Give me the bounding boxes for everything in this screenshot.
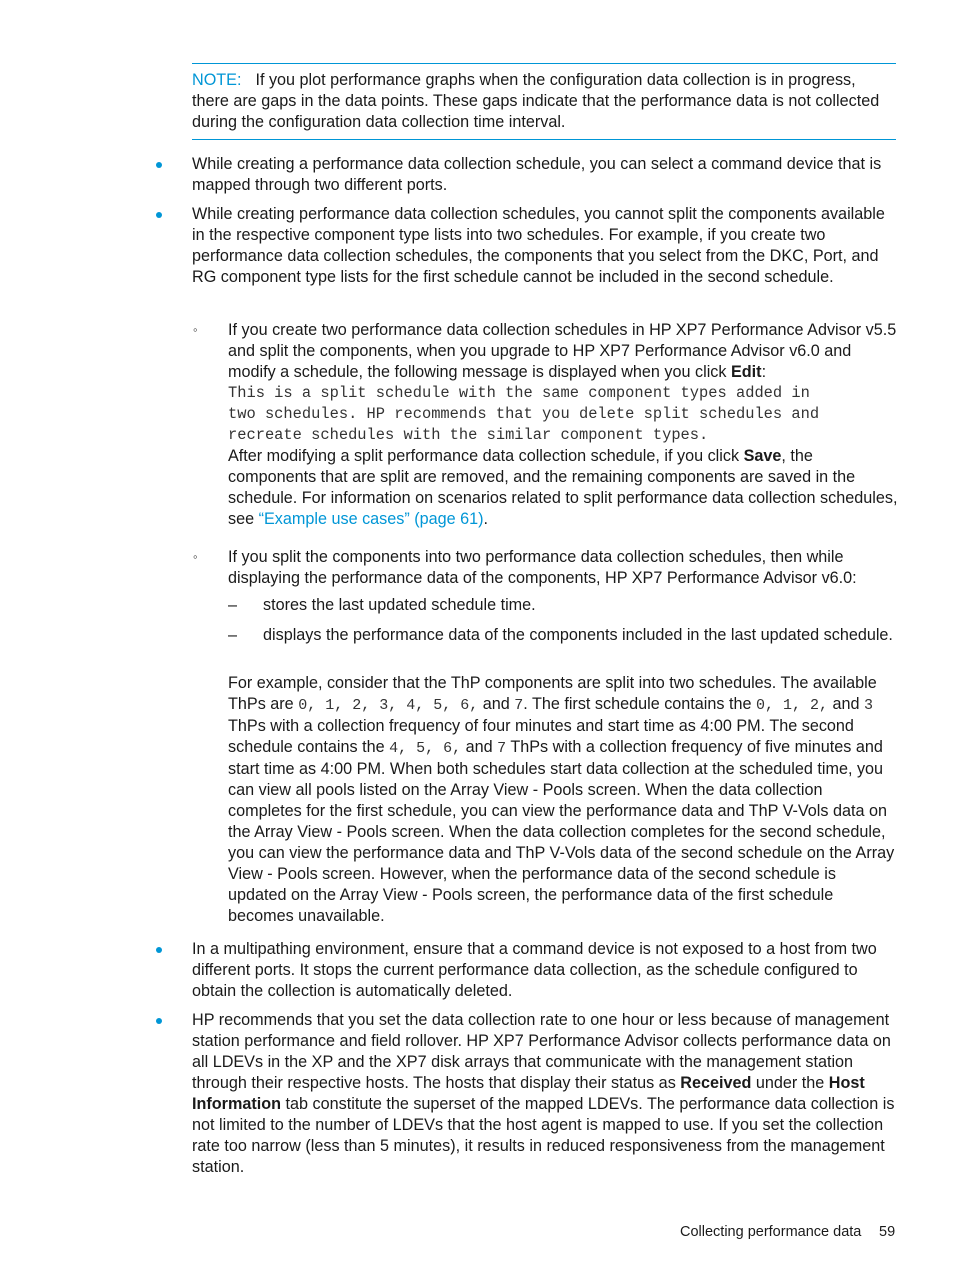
paragraph-text: and — [465, 738, 493, 756]
paragraph-text: HP recommends that you set the data collection rate to one hour or less because of management station performance and field rollover. HP XP7 Performance Advisor collects performance data on all LDEVs in the XP and the XP7 disk arrays that communicate with the management station through their respective hosts. The hosts that display their status as — [192, 1011, 891, 1092]
code-message — [228, 383, 898, 446]
bullet-item — [192, 1010, 898, 1178]
example-paragraph — [228, 673, 898, 927]
thp-list: 0, 1, 2, — [756, 697, 829, 714]
save-label: Save — [743, 447, 782, 465]
paragraph-text: For example, consider that the ThP components are split into two schedules. The available ThPs are — [228, 674, 877, 713]
bullet-icon — [156, 1018, 162, 1024]
code-line: recreate schedules with the similar component types. — [228, 426, 709, 444]
paragraph-text: tab constitute the superset of the mapped LDEVs. The performance data collection is not limited to the number of LDEVs that the host agent is mapped to use. If you set the collection rate too narrow (less than 5 minutes), it results in reduced responsiveness from the management station. — [192, 1095, 895, 1176]
sub-bullet-item — [228, 320, 898, 530]
dash-icon: – — [228, 626, 238, 644]
thp-list: 4, 5, 6, — [389, 740, 462, 757]
bullet-item: While creating a performance data collection schedule, you can select a command device that is mapped through two different ports. — [192, 155, 882, 194]
sub-bullet-icon: ◦ — [193, 549, 198, 564]
thp-list: 7 — [497, 740, 507, 757]
example-use-cases-link[interactable]: “Example use cases” (page 61) — [258, 510, 484, 528]
paragraph-text: . The first schedule contains the — [523, 695, 752, 713]
code-line: This is a split schedule with the same component types added in — [228, 384, 810, 402]
note-text: If you plot performance graphs when the configuration data collection is in progress, there are gaps in the data points. These gaps indicate that the performance data is not collected during the configuration data collection time interval. — [192, 71, 880, 131]
after-edit-paragraph — [228, 446, 898, 530]
paragraph-text: and — [832, 695, 860, 713]
dash-icon: – — [228, 596, 238, 614]
dash-item: displays the performance data of the components included in the last updated schedule. — [263, 626, 893, 644]
bullet-item: In a multipathing environment, ensure that a command device is not exposed to a host from two different ports. It stops the current performance data collection, as the schedule configured to obtain the collection is automatically deleted. — [192, 940, 877, 1000]
dash-item: stores the last updated schedule time. — [263, 596, 536, 614]
thp-list: 7 — [514, 697, 524, 714]
period: . — [483, 510, 489, 528]
footer-section-title: Collecting performance data — [680, 1224, 862, 1240]
paragraph-text: ThPs with a collection frequency of four minutes and start time as 4:00 PM. The second schedule contains the — [228, 717, 854, 756]
thp-list: 3 — [864, 697, 874, 714]
sub-bullet-text: If you create two performance data collection schedules in HP XP7 Performance Advisor v5.5 and split the components, when you upgrade to HP XP7 Performance Advisor v6.0 and modify a schedule, the following message is displayed when you click — [228, 321, 897, 381]
colon: : — [761, 363, 767, 381]
code-line: two schedules. HP recommends that you delete split schedules and — [228, 405, 820, 423]
bullet-icon — [156, 947, 162, 953]
received-label: Received — [680, 1074, 752, 1092]
host-information-label: Host Information — [192, 1074, 865, 1113]
paragraph-text: under the — [755, 1074, 825, 1092]
note-box — [192, 63, 896, 140]
paragraph-text: After modifying a split performance data collection schedule, if you click — [228, 447, 740, 465]
page-number: 59 — [879, 1224, 896, 1240]
bullet-icon — [156, 212, 162, 218]
bullet-icon — [156, 162, 162, 168]
bullet-item: While creating performance data collection schedules, you cannot split the components available in the respective component type lists into two schedules. For example, if you create two performance data collection schedules, the components that you select from the DKC, Port, and RG component type lists for the first schedule cannot be included in the second schedule. — [192, 205, 885, 286]
note-label: NOTE: — [192, 71, 242, 89]
paragraph-text: ThPs with a collection frequency of five minutes and start time as 4:00 PM. When both schedules start data collection at the scheduled time, you can view all pools listed on the Array View - Pools screen. When the data collection completes for the first schedule, you can view the performance data and ThP V-Vols data on the Array View - Pools screen. When the data collection completes for the second schedule, you can view the performance data and ThP V-Vols data of the second schedule on the Array View - Pools screen. However, when the performance data of the second schedule is updated on the Array View - Pools screen, the performance data of the first schedule becomes unavailable. — [228, 738, 895, 925]
paragraph-text: and — [482, 695, 510, 713]
paragraph-text: , the components that are split are removed, and the remaining components are saved in the schedule. For information on scenarios related to split performance data collection schedules, see — [228, 447, 898, 528]
sub-bullet-item: If you split the components into two performance data collection schedules, then while displaying the performance data of the components, HP XP7 Performance Advisor v6.0: — [228, 548, 857, 587]
sub-bullet-icon: ◦ — [193, 322, 198, 337]
edit-label: Edit — [730, 363, 762, 381]
thp-list: 0, 1, 2, 3, 4, 5, 6, — [298, 697, 479, 714]
